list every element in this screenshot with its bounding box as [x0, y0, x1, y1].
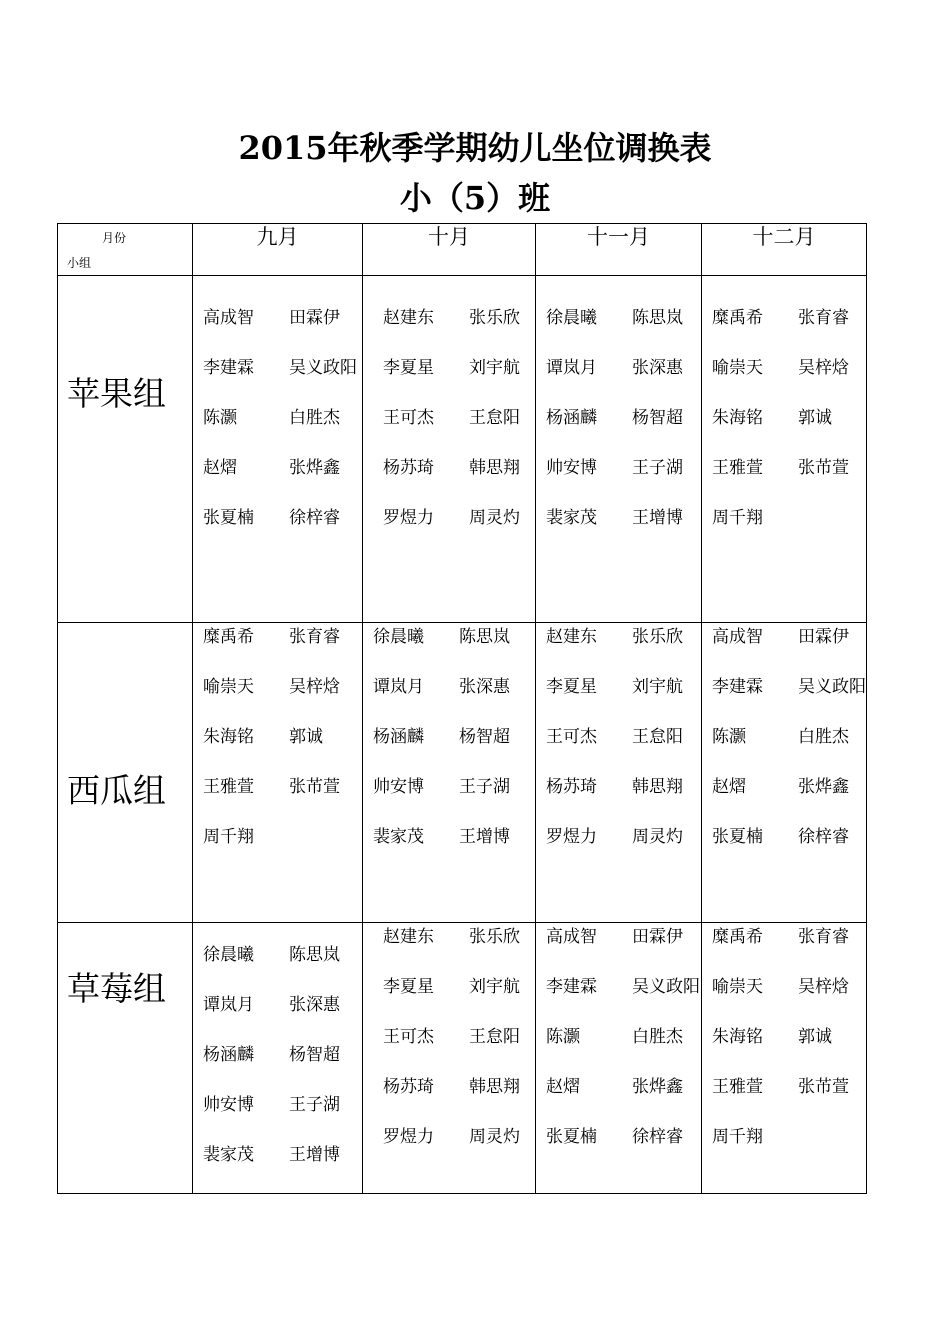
- seat-pair: [383, 406, 535, 430]
- child-name: 罗煜力: [383, 508, 434, 528]
- child-name: 张深惠: [459, 677, 510, 697]
- child-name: 朱海铭: [712, 408, 763, 428]
- seat-pair: [546, 356, 701, 380]
- child-name: 李夏星: [383, 977, 434, 997]
- seat-cell: [193, 623, 363, 923]
- name-list: [702, 923, 866, 1149]
- seat-pair: [383, 356, 535, 380]
- month-header-december: 十二月: [702, 224, 867, 276]
- name-list: [363, 276, 535, 530]
- child-name: 陈灏: [203, 408, 237, 428]
- name-list: [193, 623, 362, 849]
- name-list: [702, 623, 866, 849]
- seat-cell: [363, 923, 536, 1194]
- child-name: 白胜杰: [289, 408, 340, 428]
- seat-pair: [383, 1025, 535, 1049]
- child-name: 吴梓焓: [798, 358, 849, 378]
- group-name-cell: [58, 276, 193, 623]
- child-name: 赵熠: [203, 458, 237, 478]
- seating-table: [57, 223, 867, 1194]
- child-name: 朱海铭: [712, 1027, 763, 1047]
- child-name: 杨苏琦: [546, 777, 597, 797]
- seat-pair: [383, 306, 535, 330]
- seat-pair: [712, 456, 866, 480]
- seat-pair: [546, 925, 701, 949]
- child-name: 杨苏琦: [383, 458, 434, 478]
- seat-pair: [712, 1075, 866, 1099]
- child-name: 郭诚: [798, 408, 832, 428]
- seat-cell: [536, 623, 702, 923]
- child-name: 周灵灼: [469, 1127, 520, 1147]
- seat-cell: [193, 923, 363, 1194]
- seat-pair: [383, 506, 535, 530]
- seat-pair: [712, 306, 866, 330]
- seat-cell: [536, 923, 702, 1194]
- seat-cell: [702, 923, 867, 1194]
- child-name: 糜禹希: [712, 308, 763, 328]
- group-name-cell: [58, 623, 193, 923]
- seat-pair: [203, 1043, 362, 1067]
- child-name: 韩思翔: [632, 777, 683, 797]
- seat-pair: [203, 993, 362, 1017]
- seat-pair: [203, 406, 362, 430]
- child-name: 田霖伊: [289, 308, 340, 328]
- child-name: 喻崇天: [712, 977, 763, 997]
- seat-pair: [203, 1143, 362, 1167]
- child-name: 张乐欣: [632, 627, 683, 647]
- child-name: 张烨鑫: [289, 458, 340, 478]
- seat-pair: [712, 406, 866, 430]
- seat-pair: [203, 625, 362, 649]
- child-name: 王可杰: [546, 727, 597, 747]
- child-name: 徐梓睿: [289, 508, 340, 528]
- child-name: 徐晨曦: [546, 308, 597, 328]
- group-name-cell: [58, 923, 193, 1194]
- child-name: 郭诚: [289, 727, 323, 747]
- seat-pair: [373, 725, 535, 749]
- child-name: 帅安博: [373, 777, 424, 797]
- child-name: 谭岚月: [373, 677, 424, 697]
- child-name: 杨苏琦: [383, 1077, 434, 1097]
- child-name: 张烨鑫: [632, 1077, 683, 1097]
- seat-pair: [203, 456, 362, 480]
- month-header-november: 十一月: [536, 224, 702, 276]
- child-name: 朱海铭: [203, 727, 254, 747]
- child-name: 周千翔: [203, 827, 254, 847]
- seat-pair: [203, 356, 362, 380]
- child-name: 王子湖: [289, 1095, 340, 1115]
- child-name: 陈思岚: [459, 627, 510, 647]
- child-name: 张芇萱: [289, 777, 340, 797]
- child-name: 王雅萱: [712, 458, 763, 478]
- seat-cell: [363, 623, 536, 923]
- seat-pair: [546, 456, 701, 480]
- child-name: 杨涵麟: [546, 408, 597, 428]
- child-name: 刘宇航: [469, 358, 520, 378]
- child-name: 王可杰: [383, 1027, 434, 1047]
- child-name: 李建霖: [203, 358, 254, 378]
- child-name: 白胜杰: [798, 727, 849, 747]
- seat-pair: [712, 506, 866, 530]
- seat-pair: [383, 456, 535, 480]
- child-name: 罗煜力: [383, 1127, 434, 1147]
- child-name: 周灵灼: [469, 508, 520, 528]
- child-name: 周千翔: [712, 508, 763, 528]
- child-name: 谭岚月: [546, 358, 597, 378]
- group-row: [58, 623, 867, 923]
- child-name: 帅安博: [546, 458, 597, 478]
- child-name: 王怠阳: [632, 727, 683, 747]
- child-name: 张深惠: [289, 995, 340, 1015]
- child-name: 吴义政阳: [798, 677, 866, 697]
- child-name: 白胜杰: [632, 1027, 683, 1047]
- child-name: 张芇萱: [798, 458, 849, 478]
- seat-pair: [383, 975, 535, 999]
- child-name: 吴义政阳: [632, 977, 700, 997]
- child-name: 张育睿: [798, 308, 849, 328]
- child-name: 刘宇航: [469, 977, 520, 997]
- seat-pair: [546, 775, 701, 799]
- child-name: 吴梓焓: [289, 677, 340, 697]
- child-name: 糜禹希: [203, 627, 254, 647]
- group-row: [58, 923, 867, 1194]
- month-header-september: 九月: [193, 224, 363, 276]
- seat-pair: [712, 775, 866, 799]
- child-name: 周千翔: [712, 1127, 763, 1147]
- child-name: 郭诚: [798, 1027, 832, 1047]
- seat-pair: [203, 775, 362, 799]
- seat-pair: [712, 725, 866, 749]
- name-list: [536, 623, 701, 849]
- child-name: 田霖伊: [632, 927, 683, 947]
- seat-pair: [712, 825, 866, 849]
- child-name: 张夏楠: [712, 827, 763, 847]
- child-name: 赵熠: [712, 777, 746, 797]
- name-list: [536, 923, 701, 1149]
- seat-pair: [373, 625, 535, 649]
- seat-pair: [546, 675, 701, 699]
- child-name: 张育睿: [798, 927, 849, 947]
- seat-pair: [383, 1125, 535, 1149]
- seat-pair: [203, 306, 362, 330]
- child-name: 赵建东: [383, 308, 434, 328]
- child-name: 王增博: [459, 827, 510, 847]
- name-list: [363, 623, 535, 849]
- child-name: 王子湖: [459, 777, 510, 797]
- child-name: 张育睿: [289, 627, 340, 647]
- child-name: 杨智超: [459, 727, 510, 747]
- seat-pair: [203, 675, 362, 699]
- child-name: 陈思岚: [632, 308, 683, 328]
- child-name: 赵建东: [546, 627, 597, 647]
- child-name: 王增博: [289, 1145, 340, 1165]
- child-name: 裴家茂: [203, 1145, 254, 1165]
- seat-pair: [712, 975, 866, 999]
- child-name: 吴梓焓: [798, 977, 849, 997]
- child-name: 王怠阳: [469, 408, 520, 428]
- child-name: 赵熠: [546, 1077, 580, 1097]
- name-list: [536, 276, 701, 530]
- seat-pair: [546, 825, 701, 849]
- child-name: 张乐欣: [469, 308, 520, 328]
- child-name: 韩思翔: [469, 1077, 520, 1097]
- group-name: 草莓组: [67, 969, 166, 1008]
- seat-pair: [546, 975, 701, 999]
- child-name: 王怠阳: [469, 1027, 520, 1047]
- seat-cell: [193, 276, 363, 623]
- seat-pair: [373, 825, 535, 849]
- corner-cell: [58, 224, 193, 276]
- group-header-label: 小组: [67, 256, 92, 270]
- child-name: 喻崇天: [712, 358, 763, 378]
- child-name: 李夏星: [546, 677, 597, 697]
- month-header-label: 月份: [102, 231, 127, 245]
- seat-pair: [546, 625, 701, 649]
- child-name: 裴家茂: [546, 508, 597, 528]
- child-name: 赵建东: [383, 927, 434, 947]
- child-name: 李建霖: [712, 677, 763, 697]
- child-name: 帅安博: [203, 1095, 254, 1115]
- seat-pair: [546, 406, 701, 430]
- header-row: [58, 224, 867, 276]
- seat-pair: [546, 1125, 701, 1149]
- child-name: 罗煜力: [546, 827, 597, 847]
- child-name: 王雅萱: [712, 1077, 763, 1097]
- seat-pair: [383, 925, 535, 949]
- seat-pair: [546, 725, 701, 749]
- child-name: 徐梓睿: [632, 1127, 683, 1147]
- child-name: 糜禹希: [712, 927, 763, 947]
- child-name: 王雅萱: [203, 777, 254, 797]
- child-name: 王子湖: [632, 458, 683, 478]
- child-name: 李夏星: [383, 358, 434, 378]
- child-name: 杨涵麟: [203, 1045, 254, 1065]
- seat-cell: [702, 623, 867, 923]
- child-name: 徐晨曦: [203, 945, 254, 965]
- child-name: 高成智: [203, 308, 254, 328]
- child-name: 杨涵麟: [373, 727, 424, 747]
- name-list: [702, 276, 866, 530]
- seat-pair: [546, 506, 701, 530]
- child-name: 陈灏: [546, 1027, 580, 1047]
- name-list: [193, 923, 362, 1167]
- page-title: 2015年秋季学期幼儿坐位调换表: [238, 129, 712, 167]
- child-name: 韩思翔: [469, 458, 520, 478]
- child-name: 喻崇天: [203, 677, 254, 697]
- child-name: 陈思岚: [289, 945, 340, 965]
- seat-pair: [373, 675, 535, 699]
- name-list: [363, 923, 535, 1149]
- month-header-october: 十月: [363, 224, 536, 276]
- seat-pair: [712, 625, 866, 649]
- seat-pair: [712, 925, 866, 949]
- group-name: 苹果组: [67, 374, 166, 413]
- child-name: 李建霖: [546, 977, 597, 997]
- child-name: 张烨鑫: [798, 777, 849, 797]
- child-name: 王可杰: [383, 408, 434, 428]
- seat-pair: [546, 1025, 701, 1049]
- seat-pair: [203, 943, 362, 967]
- seat-pair: [203, 725, 362, 749]
- group-name: 西瓜组: [67, 771, 166, 810]
- seat-cell: [536, 276, 702, 623]
- seat-cell: [363, 276, 536, 623]
- child-name: 杨智超: [289, 1045, 340, 1065]
- child-name: 张夏楠: [203, 508, 254, 528]
- seat-pair: [546, 1075, 701, 1099]
- seat-pair: [383, 1075, 535, 1099]
- child-name: 杨智超: [632, 408, 683, 428]
- seat-cell: [702, 276, 867, 623]
- child-name: 张夏楠: [546, 1127, 597, 1147]
- child-name: 高成智: [712, 627, 763, 647]
- seat-pair: [712, 356, 866, 380]
- seat-pair: [712, 1125, 866, 1149]
- child-name: 裴家茂: [373, 827, 424, 847]
- name-list: [193, 276, 362, 530]
- child-name: 王增博: [632, 508, 683, 528]
- child-name: 谭岚月: [203, 995, 254, 1015]
- child-name: 张乐欣: [469, 927, 520, 947]
- class-subtitle: 小（5）班: [399, 179, 551, 217]
- child-name: 张深惠: [632, 358, 683, 378]
- seat-pair: [712, 675, 866, 699]
- child-name: 田霖伊: [798, 627, 849, 647]
- seat-pair: [203, 825, 362, 849]
- group-row: [58, 276, 867, 623]
- child-name: 陈灏: [712, 727, 746, 747]
- child-name: 张芇萱: [798, 1077, 849, 1097]
- child-name: 徐梓睿: [798, 827, 849, 847]
- child-name: 周灵灼: [632, 827, 683, 847]
- seat-pair: [373, 775, 535, 799]
- seat-pair: [203, 506, 362, 530]
- seat-pair: [546, 306, 701, 330]
- child-name: 刘宇航: [632, 677, 683, 697]
- child-name: 高成智: [546, 927, 597, 947]
- child-name: 徐晨曦: [373, 627, 424, 647]
- child-name: 吴义政阳: [289, 358, 357, 378]
- seat-pair: [203, 1093, 362, 1117]
- seat-pair: [712, 1025, 866, 1049]
